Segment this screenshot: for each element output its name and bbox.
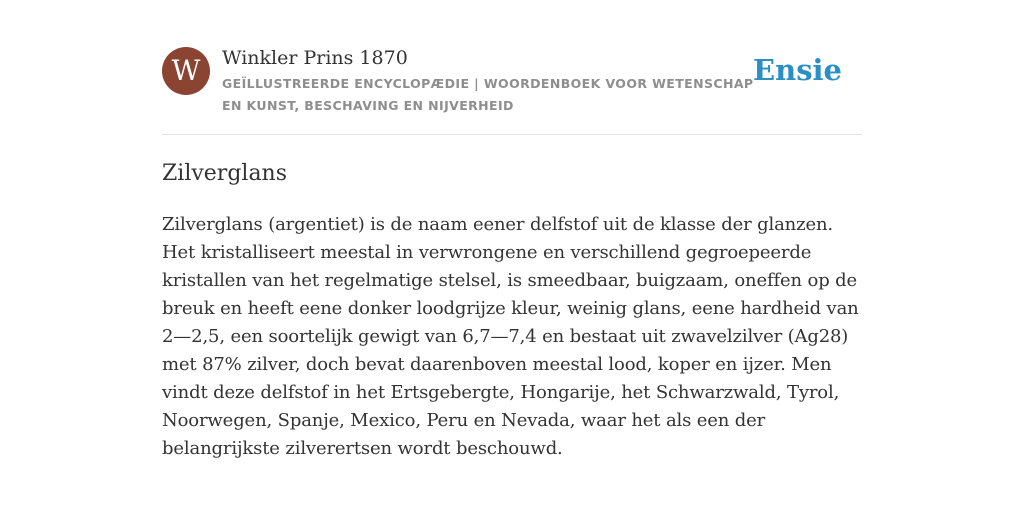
source-subtitle: GEÏLLUSTREERDE ENCYCLOPÆDIE | WOORDENBOEK VOOR WETENSCHAP EN KUNST, BESCHAVING EN NIJVERHEID — [222, 76, 754, 113]
source-title[interactable]: Winkler Prins 1870 — [222, 47, 408, 69]
article-body: Zilverglans (argentiet) is de naam eener delfstof uit de klasse der glanzen. Het kristalliseert meestal in verwrongene en verschillend gegroepeerde kristallen van het regelmatige stelsel, is smeedbaar, buigzaam, oneffen op de breuk en heeft eene donker loodgrijze kleur, weinig glans, eene hardheid van 2—2,5, een soortelijk gewigt van 6,7—7,4 en bestaat uit zwavelzilver (Ag28) met 87% zilver, doch bevat daarenboven meestal lood, koper en ijzer. Men vindt deze delfstof in het Ertsgebergte, Hongarije, het Schwarzwald, Tyrol, Noorwegen, Spanje, Mexico, Peru en Nevada, waar het als een der belangrijkste zilverertsen wordt beschouwd. — [162, 214, 859, 459]
ensie-logo-link[interactable]: Ensie — [753, 53, 842, 87]
source-info — [222, 44, 762, 117]
source-header — [162, 44, 862, 135]
article-title: Zilverglans — [162, 161, 288, 186]
source-avatar[interactable]: W — [162, 47, 210, 95]
article — [162, 154, 862, 463]
